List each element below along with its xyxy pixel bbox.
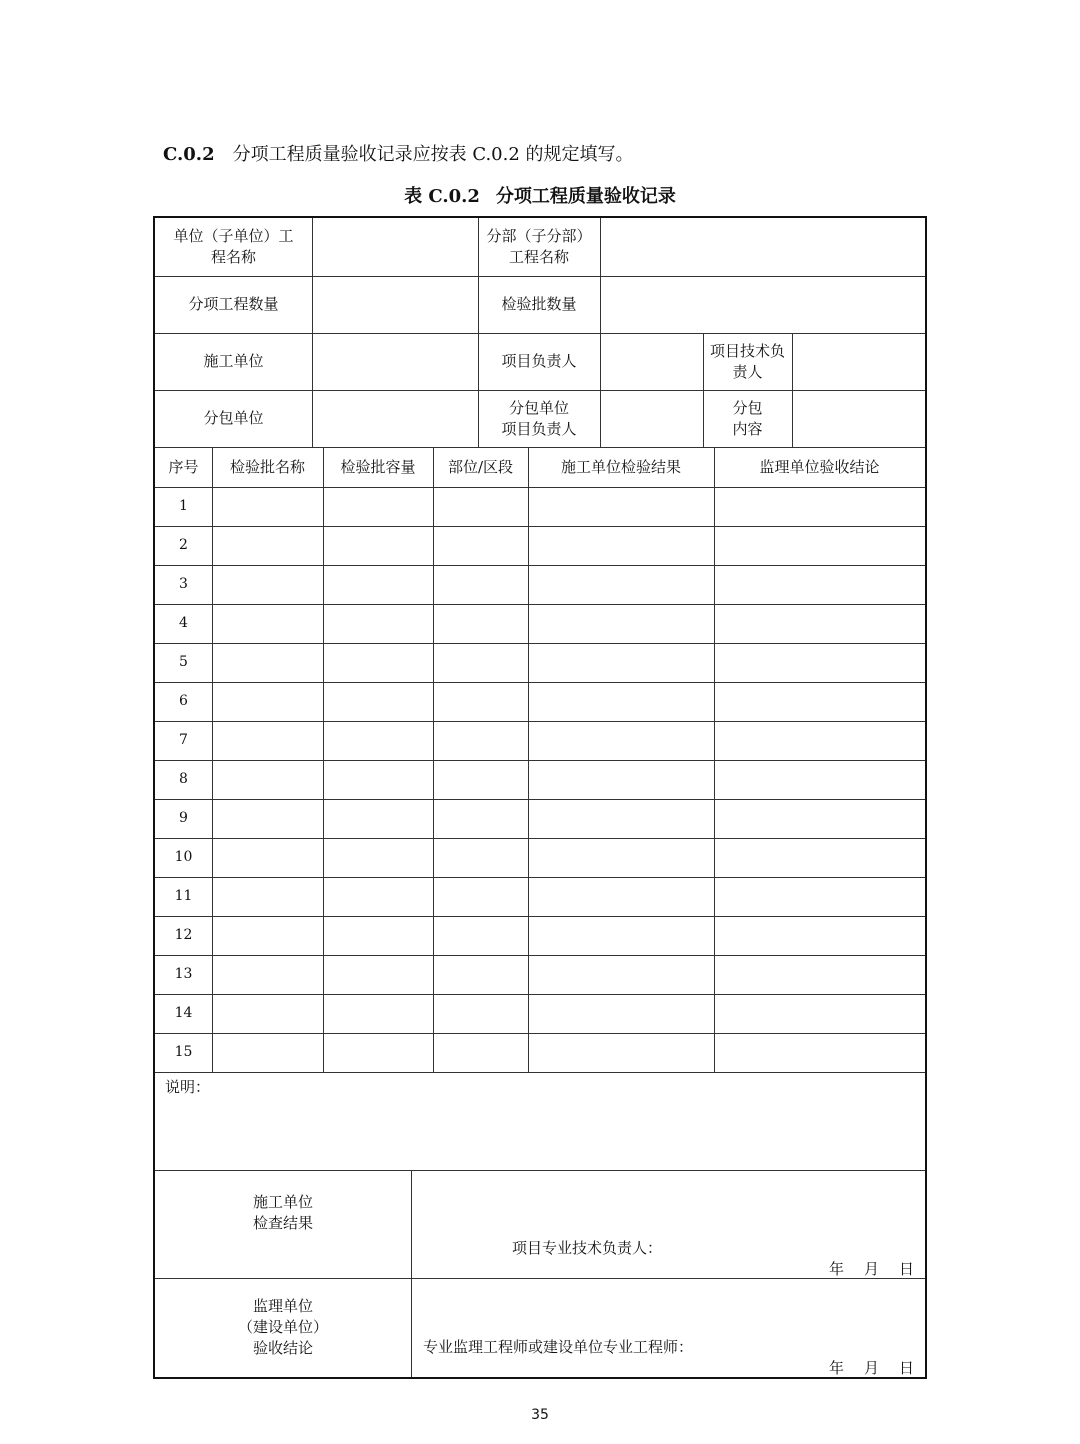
- row-divider: [155, 526, 925, 527]
- page-number: 35: [531, 1407, 549, 1423]
- row-number: 14: [174, 1005, 193, 1021]
- column-header-batch-capacity: 检验批容量: [340, 457, 416, 476]
- row-divider: [155, 799, 925, 800]
- note-label: 说明：: [165, 1078, 211, 1096]
- supervision-signer-label: 专业监理工程师或建设单位专业工程师：: [423, 1338, 694, 1356]
- row-divider: [155, 877, 925, 878]
- row-divider: [155, 955, 925, 956]
- row-divider: [155, 760, 925, 761]
- row-divider: [155, 643, 925, 644]
- column-header-batch-name: 检验批名称: [229, 457, 305, 476]
- row-number: 13: [174, 966, 193, 982]
- unit-project-name-label: 单位（子单位）工 程名称: [173, 227, 294, 266]
- construction-date: 年 月 日: [829, 1260, 915, 1278]
- supervision-date: 年 月 日: [829, 1359, 915, 1377]
- row-number: 10: [174, 849, 193, 865]
- row-divider: [155, 1033, 925, 1034]
- row-divider: [155, 994, 925, 995]
- row-divider: [155, 1072, 925, 1073]
- row-number: 6: [179, 693, 188, 709]
- table-title-text: 分项工程质量验收记录: [495, 186, 676, 207]
- sub-project-name-label: 分部（子分部） 工程名称: [486, 227, 592, 266]
- table-title: [0, 182, 1080, 208]
- construction-signer-label: 项目专业技术负责人：: [512, 1239, 663, 1257]
- batch-count-label: 检验批数量: [501, 295, 577, 313]
- row-number: 1: [179, 498, 188, 514]
- subitem-count-label: 分项工程数量: [188, 295, 279, 313]
- row-divider: [155, 565, 925, 566]
- row-number: 2: [179, 537, 188, 553]
- sub-manager-label: 分包单位 项目负责人: [501, 398, 577, 438]
- row-number: 5: [179, 654, 188, 670]
- clause-number: C.0.2: [163, 144, 215, 165]
- row-number: 11: [174, 888, 193, 904]
- clause-text: 分项工程质量验收记录应按表 C.0.2 的规定填写。: [232, 144, 634, 165]
- subcontractor-label: 分包单位: [203, 409, 264, 427]
- row-number: 4: [179, 615, 188, 631]
- supervision-conclusion-label: 监理单位 （建设单位） 验收结论: [237, 1296, 328, 1357]
- row-number: 8: [179, 771, 188, 787]
- construction-check-label: 施工单位 检查结果: [252, 1193, 313, 1232]
- tech-manager-label: 项目技术负 责人: [709, 341, 785, 381]
- row-divider: [155, 721, 925, 722]
- construction-unit-label: 施工单位: [203, 352, 264, 370]
- row-number: 3: [179, 576, 188, 592]
- column-header-index: 序号: [168, 457, 199, 476]
- row-number: 15: [174, 1044, 193, 1060]
- clause-heading: [163, 140, 634, 166]
- acceptance-record-table: [153, 216, 927, 1379]
- row-divider: [155, 682, 925, 683]
- row-divider: [155, 838, 925, 839]
- row-number: 12: [174, 927, 193, 943]
- row-divider: [155, 604, 925, 605]
- column-header-construction-result: 施工单位检验结果: [560, 457, 681, 476]
- table-number: 表 C.0.2: [404, 186, 480, 207]
- column-header-location: 部位/区段: [447, 457, 514, 476]
- project-manager-label: 项目负责人: [501, 352, 577, 370]
- row-number: 9: [179, 810, 188, 826]
- sub-content-label: 分包 内容: [732, 398, 763, 438]
- row-number: 7: [179, 732, 188, 748]
- row-divider: [155, 916, 925, 917]
- column-header-supervision-conclusion: 监理单位验收结论: [759, 457, 880, 476]
